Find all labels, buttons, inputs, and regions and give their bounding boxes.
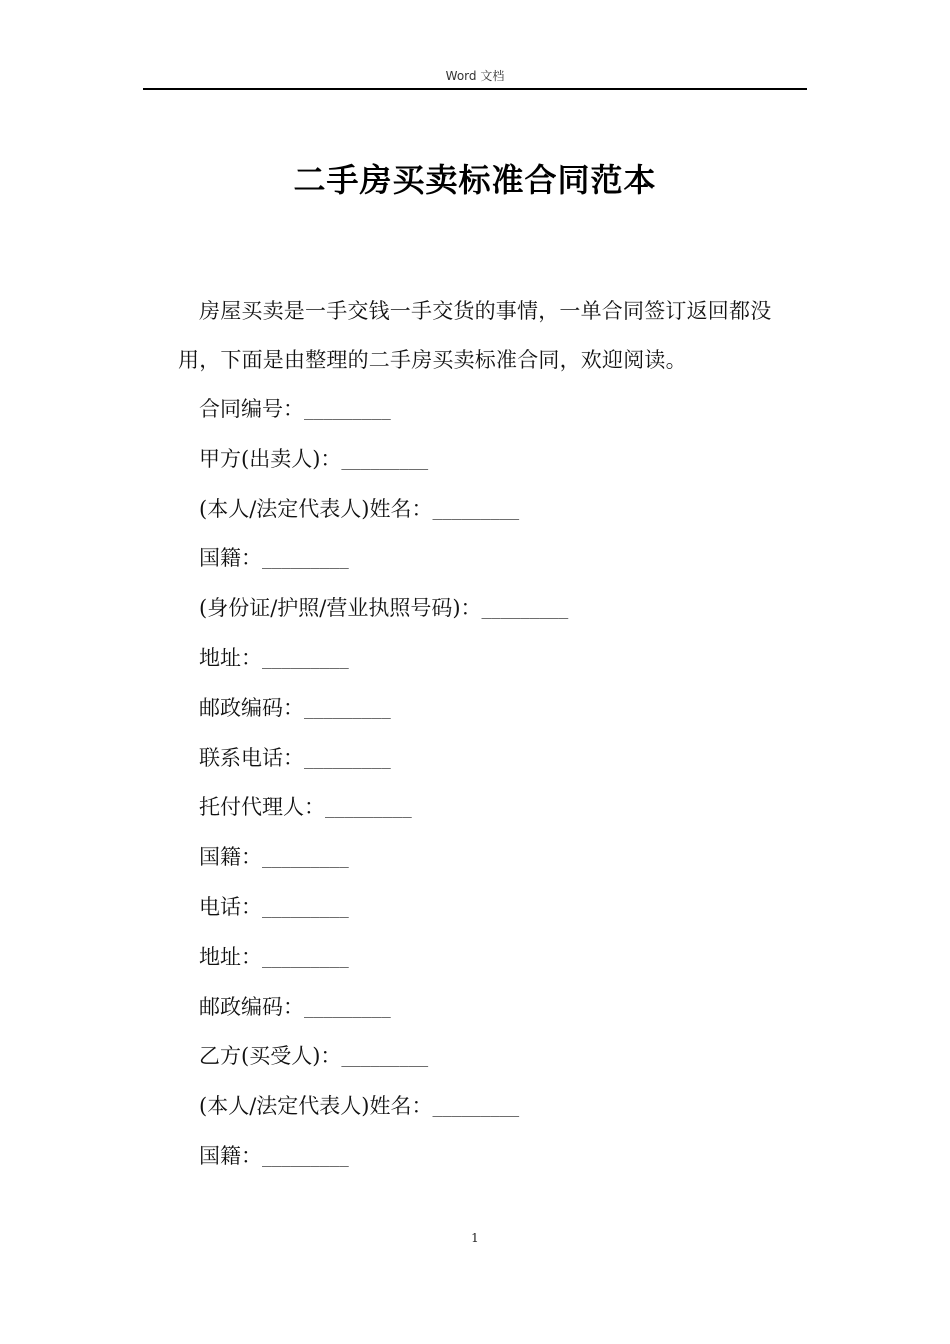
- field-label: 乙方(买受人)：: [199, 1044, 342, 1069]
- fill-in-blank: _________: [432, 500, 520, 520]
- fill-in-blank: _________: [341, 450, 429, 470]
- field-contract-number: [199, 387, 799, 437]
- field-label: 地址：: [199, 645, 262, 670]
- field-agent: [199, 785, 799, 835]
- field-label: 地址：: [199, 944, 262, 969]
- page-number: 1: [471, 1231, 479, 1245]
- field-party-a-id-number: [199, 586, 799, 636]
- field-agent-postcode: [199, 985, 799, 1035]
- field-label: 合同编号：: [199, 397, 304, 421]
- fill-in-blank: _________: [304, 401, 391, 420]
- field-party-b: [199, 1034, 799, 1084]
- fill-in-blank: _________: [262, 948, 349, 968]
- fill-in-blank: _________: [432, 1098, 520, 1118]
- field-agent-address: [199, 935, 799, 985]
- fill-in-blank: _________: [304, 699, 391, 719]
- header-text: Word 文档: [445, 69, 505, 83]
- fill-in-blank: _________: [304, 749, 391, 769]
- field-agent-nationality: [199, 835, 799, 885]
- field-label: (身份证/护照/营业执照号码)：: [199, 596, 482, 621]
- field-label: 甲方(出卖人)：: [199, 446, 342, 471]
- field-party-a-name: [199, 487, 799, 537]
- intro-paragraph: 房屋买卖是一手交钱一手交货的事情，一单合同签订返回都没用，下面是由整理的二手房买卖标准合同，欢迎阅读。: [178, 299, 772, 372]
- field-label: 国籍：: [199, 845, 262, 870]
- fill-in-blank: _________: [341, 1048, 429, 1068]
- field-party-a-phone: [199, 736, 799, 786]
- fill-in-blank: _________: [304, 998, 391, 1018]
- field-label: 邮政编码：: [199, 695, 304, 720]
- field-party-a-address: [199, 636, 799, 686]
- fill-in-blank: _________: [262, 898, 349, 918]
- document-title: 二手房买卖标准合同范本: [293, 161, 657, 199]
- field-label: 电话：: [199, 894, 262, 919]
- field-party-a-nationality: [199, 536, 799, 586]
- field-agent-phone: [199, 885, 799, 935]
- field-label: 邮政编码：: [199, 994, 304, 1019]
- fill-in-blank: _________: [481, 600, 569, 620]
- field-label: 国籍：: [199, 1143, 262, 1168]
- fill-in-blank: _________: [262, 849, 349, 869]
- field-party-a: [199, 437, 799, 487]
- field-label: 国籍：: [199, 546, 262, 571]
- field-label: (本人/法定代表人)姓名：: [199, 1094, 433, 1119]
- contract-field-list: [199, 387, 799, 1184]
- fill-in-blank: _________: [262, 649, 349, 669]
- field-label: 托付代理人：: [199, 795, 325, 820]
- field-label: 联系电话：: [199, 745, 304, 770]
- fill-in-blank: _________: [262, 1147, 349, 1167]
- field-party-b-name: [199, 1084, 799, 1134]
- fill-in-blank: _________: [325, 799, 412, 819]
- page-header: [143, 66, 807, 90]
- field-party-a-postcode: [199, 686, 799, 736]
- field-label: (本人/法定代表人)姓名：: [199, 496, 433, 521]
- field-party-b-nationality: [199, 1134, 799, 1184]
- fill-in-blank: _________: [262, 550, 349, 570]
